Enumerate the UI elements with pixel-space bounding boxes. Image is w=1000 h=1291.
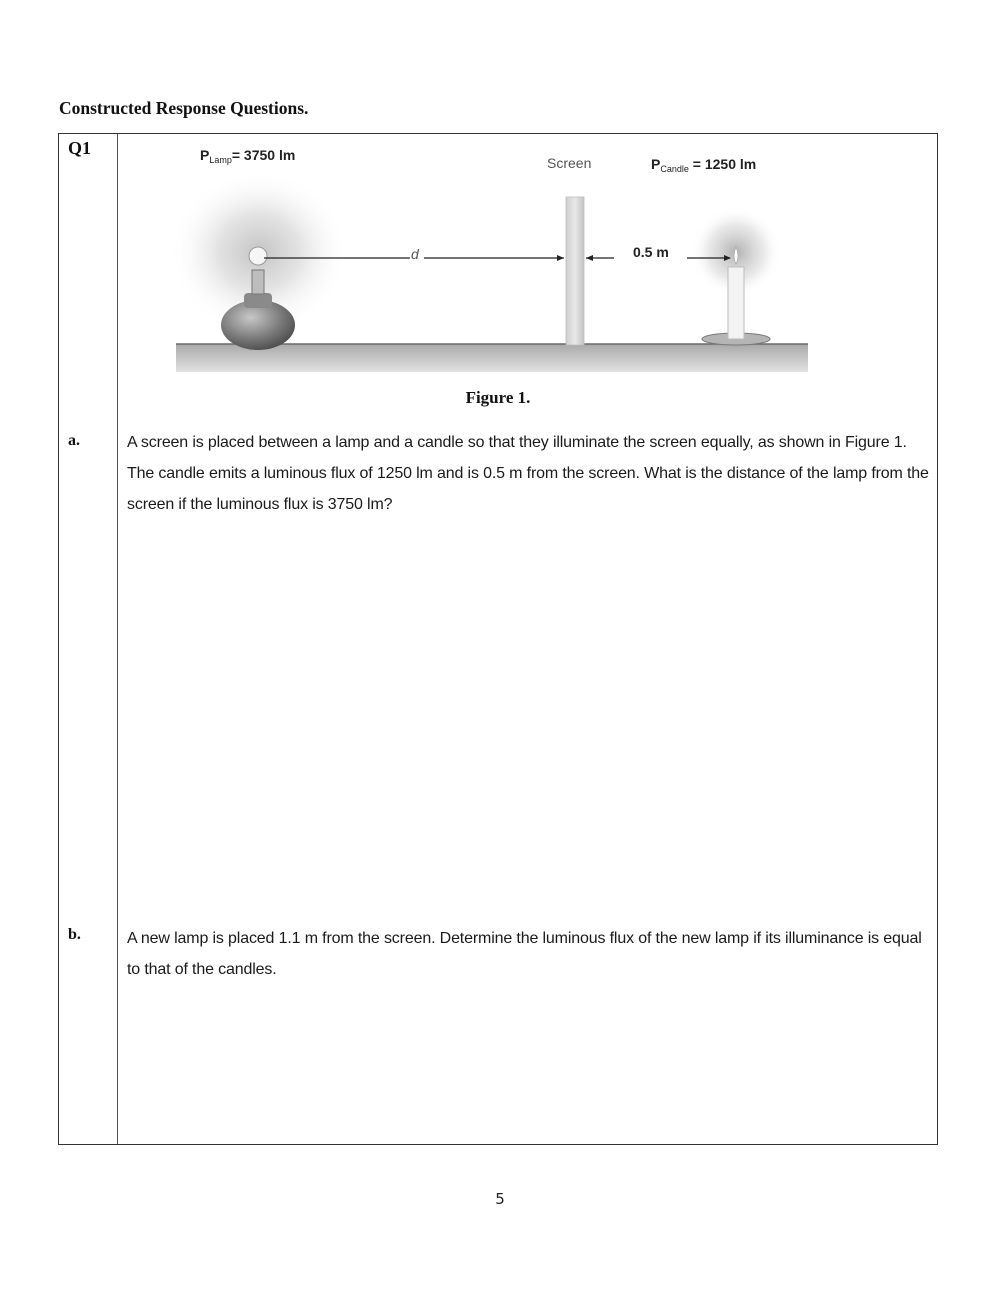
question-table: [58, 133, 938, 1145]
lamp-flux-label: $P_{Lamp}= 3750$ lm: [200, 147, 296, 165]
lamp-screen-candle-diagram: [154, 152, 854, 392]
question-number: Q1: [68, 138, 92, 158]
distance-d-label: d: [411, 246, 419, 262]
part-b-label: b.: [68, 926, 81, 943]
screen-label: Screen: [547, 155, 592, 171]
column-divider: [117, 134, 118, 1144]
candle-distance-label: 0.5 m: [633, 244, 669, 260]
part-a-label: a.: [68, 432, 80, 449]
part-a-text: A screen is placed between a lamp and a candle so that they illuminate the screen equally, as shown in Figure 1. The candle emits a luminous flux of 1250 lm and is 0.5 m from the screen. What is the distance of the lamp from the screen if the luminous flux is 3750 lm?: [127, 434, 929, 513]
page-number: 5: [495, 1190, 505, 1208]
part-b-text: A new lamp is placed 1.1 m from the screen. Determine the luminous flux of the new lamp if its illuminance is equal to that of the candles.: [127, 930, 922, 978]
screen-icon: [566, 197, 584, 345]
figure-caption: Figure 1.: [465, 388, 531, 407]
figure-1: [154, 147, 854, 392]
candle-flux-label: $P_{Candle} = 1250$ lm: [651, 156, 757, 174]
section-heading: Constructed Response Questions.: [59, 98, 309, 118]
